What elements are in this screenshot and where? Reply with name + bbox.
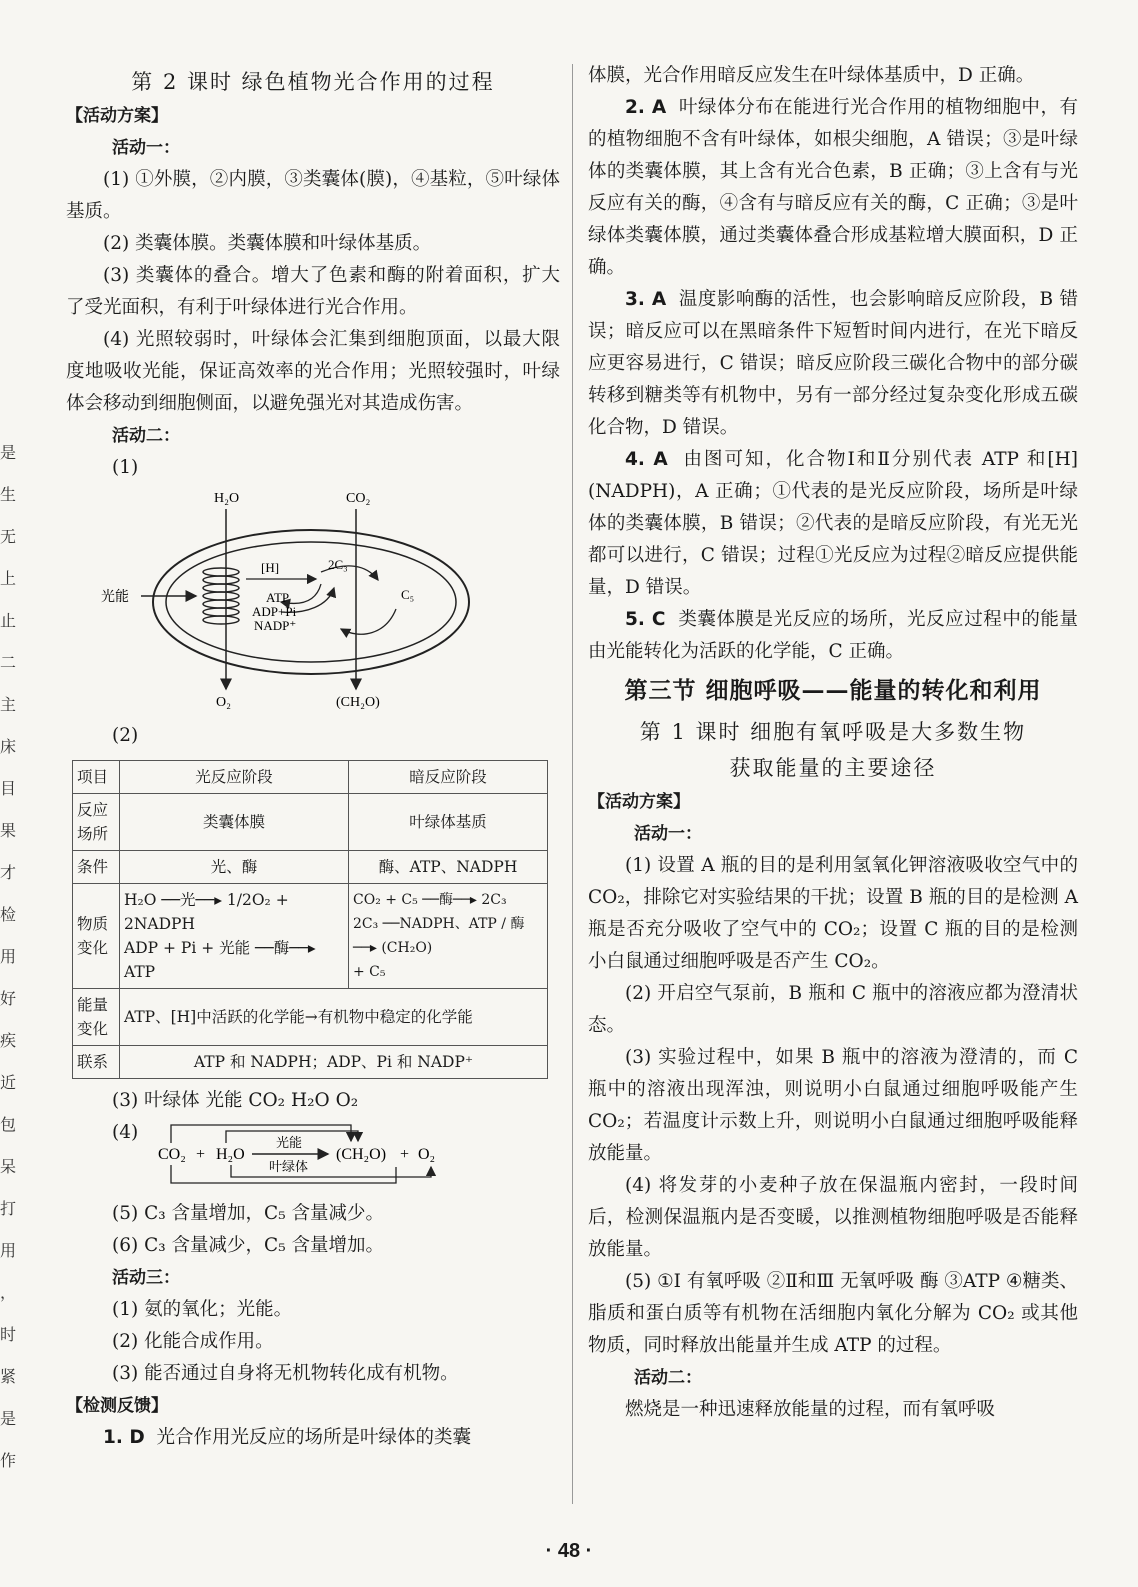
check-header: 【检测反馈】	[66, 1396, 168, 1416]
answer-1-3: (3) 类囊体的叠合。增大了色素和酶的附着面积，扩大了受光面积，有利于叶绿体进行光合作用。	[66, 265, 560, 318]
table-cell: 酶、ATP、NADPH	[349, 851, 548, 884]
check-2-text: 叶绿体分布在能进行光合作用的植物细胞中，有的植物细胞不含有叶绿体，如根尖细胞，A 错误；③是叶绿体的类囊体膜，其上含有光合色素，B 正确；③上含有与光反应有关的酶，④含有与暗反应有关的酶，C 正确；③是叶绿体类囊体膜，通过类囊体叠合形成基粒增大膜面积，D 正确。	[588, 97, 1078, 278]
dark-reaction-eq-2: 2C₃ ──NADPH、ATP / 酶──▸ (CH₂O)	[353, 916, 525, 956]
check-1-answer: 1. D	[103, 1427, 145, 1448]
table-cell	[120, 884, 349, 989]
margin-glyph: 包	[0, 1115, 17, 1134]
eq-plus-1: +	[196, 1146, 206, 1163]
table-cell: 光反应阶段	[120, 761, 349, 794]
margin-glyph: 时	[0, 1325, 17, 1344]
margin-glyph: 好	[0, 989, 17, 1008]
c5-label: C₅	[401, 587, 415, 602]
eq-chloroplast: 叶绿体	[269, 1159, 309, 1174]
margin-glyph: 是	[0, 1409, 17, 1428]
table-row	[73, 761, 548, 794]
activity-2-label: 活动二：	[112, 426, 180, 446]
co2-label: CO₂	[346, 491, 371, 506]
table-row	[73, 1046, 548, 1079]
margin-glyph: ，	[0, 1283, 17, 1302]
margin-glyph: 近	[0, 1073, 17, 1092]
check-1-text: 光合作用光反应的场所是叶绿体的类囊	[156, 1427, 471, 1448]
grana-stack	[203, 568, 239, 624]
margin-glyph: 果	[0, 821, 17, 840]
resp-answer-4: (4) 将发芽的小麦种子放在保温瓶内密封，一段时间后，检测保温瓶内是否变暖，以推测植物细胞呼吸是否能释放能量。	[588, 1175, 1078, 1260]
c5-arrow	[341, 609, 396, 634]
h2o-label: H₂O	[214, 491, 240, 506]
margin-glyph: 打	[0, 1199, 17, 1218]
eq-plus-2: +	[400, 1146, 410, 1163]
table-cell: 叶绿体基质	[349, 794, 548, 851]
answer-1-4: (4) 光照较弱时，叶绿体会汇集到细胞顶面，以最大限度地吸收光能，保证高效率的光合作用；光照较强时，叶绿体会移动到细胞侧面，以避免强光对其造成伤害。	[66, 329, 560, 414]
lesson-title: 第 2 课时 绿色植物光合作用的过程	[131, 70, 495, 94]
answer-2-5: (5) C₃ 含量增加，C₅ 含量减少。	[112, 1203, 384, 1224]
adp-label: ADP+Pi	[252, 604, 297, 619]
answer-1-2: (2) 类囊体膜。类囊体膜和叶绿体基质。	[103, 233, 432, 254]
margin-glyph: 床	[0, 737, 17, 756]
margin-glyph: 疾	[0, 1031, 17, 1050]
lesson-title-line-1: 第 1 课时 细胞有氧呼吸是大多数生物	[639, 720, 1027, 744]
ch2o-label: (CH₂O)	[336, 695, 380, 709]
atp-label: ATP	[266, 590, 290, 605]
activity-1-label: 活动一：	[112, 138, 180, 158]
activity-3-label: 活动三：	[112, 1268, 180, 1288]
table-cell: 类囊体膜	[120, 794, 349, 851]
eq-co2: CO₂	[158, 1146, 186, 1163]
table-cell	[349, 884, 548, 989]
margin-glyph: 用	[0, 947, 17, 966]
check-5-text: 类囊体膜是光反应的场所，光反应过程中的能量由光能转化为活跃的化学能，C 正确。	[588, 609, 1078, 662]
plan-header: 【活动方案】	[66, 106, 168, 126]
check-1	[66, 1422, 560, 1454]
inner-membrane	[166, 542, 456, 662]
comparison-table	[72, 760, 548, 1079]
h-label: [H]	[261, 560, 280, 575]
table-cell: 暗反应阶段	[349, 761, 548, 794]
table-cell: 能量变化	[73, 989, 120, 1046]
check-3	[588, 284, 1078, 444]
table-cell: 条件	[73, 851, 120, 884]
eq-bottom-arrow-2	[231, 1165, 431, 1177]
c3-label: 2C₃	[328, 557, 348, 572]
table-row	[73, 794, 548, 851]
margin-glyph: 无	[0, 527, 17, 546]
resp-answer-5: (5) ①Ⅰ 有氧呼吸 ②Ⅱ和Ⅲ 无氧呼吸 酶 ③ATP ④糖类、脂质和蛋白质等有机物在活细胞内氧化分解为 CO₂ 或其他物质，同时释放出能量并生成 ATP 的过程。	[588, 1271, 1078, 1356]
table-cell: 联系	[73, 1046, 120, 1079]
margin-glyph: 是	[0, 443, 17, 462]
check-2	[588, 92, 1078, 284]
margin-glyph: 紧	[0, 1367, 17, 1386]
check-4-answer: 4. A	[625, 449, 668, 470]
light-reaction-eq-2: ADP + Pi + 光能 ──酶──▸ ATP	[124, 939, 316, 981]
check-4	[588, 444, 1078, 604]
margin-glyph: 目	[0, 779, 17, 798]
eq-ch2o: (CH₂O)	[336, 1146, 387, 1163]
page-number: · 48 ·	[545, 1540, 593, 1562]
answer-3-1: (1) 氨的氧化；光能。	[112, 1299, 293, 1320]
margin-glyph: 主	[0, 695, 17, 714]
table-cell: 光、酶	[120, 851, 349, 884]
lesson-title-line-2: 获取能量的主要途径	[729, 756, 937, 780]
check-3-text: 温度影响酶的活性，也会影响暗反应阶段，B 错误；暗反应可以在黑暗条件下短暂时间内进行，在光下暗反应更容易进行，C 错误；暗反应阶段三碳化合物中的部分碳转移到糖类等有机物中，另有一部分经过复杂变化形成五碳化合物，D 错误。	[588, 289, 1078, 438]
eq-top-arrow-1	[171, 1125, 351, 1143]
column-divider	[572, 64, 573, 1504]
dark-reaction-eq-3: + C₅	[353, 964, 386, 980]
answer-2-4-label: (4)	[112, 1122, 139, 1143]
check-5	[588, 604, 1078, 668]
plan-header-2: 【活动方案】	[588, 792, 690, 812]
margin-glyph: 用	[0, 1241, 17, 1260]
table-cell: ATP、[H]中活跃的化学能→有机物中稳定的化学能	[120, 989, 548, 1046]
answer-2-6: (6) C₃ 含量减少，C₅ 含量增加。	[112, 1235, 384, 1256]
margin-glyph: 上	[0, 569, 17, 588]
margin-glyph: 呆	[0, 1157, 17, 1176]
margin-glyph: 检	[0, 905, 17, 924]
eq-light: 光能	[276, 1135, 303, 1150]
o2-label: O₂	[216, 695, 231, 709]
resp-answer-2: (2) 开启空气泵前，B 瓶和 C 瓶中的溶液应都为澄清状态。	[588, 983, 1078, 1036]
answer-3-2: (2) 化能合成作用。	[112, 1331, 274, 1352]
eq-h2o: H₂O	[216, 1146, 245, 1163]
answer-3-3: (3) 能否通过自身将无机物转化成有机物。	[112, 1363, 459, 1384]
resp-answer-6: 燃烧是一种迅速释放能量的过程，而有氧呼吸	[625, 1399, 996, 1420]
section-title: 第三节 细胞呼吸——能量的转化和利用	[624, 677, 1042, 704]
resp-answer-1: (1) 设置 A 瓶的目的是利用氢氧化钾溶液吸收空气中的 CO₂，排除它对实验结果的干扰；设置 B 瓶的目的是检测 A 瓶是否充分吸收了空气中的 CO₂；设置 C 瓶的目的是检测小白鼠通过细胞呼吸是否产生 CO₂。	[588, 855, 1078, 972]
activity-2-label-2: 活动二：	[634, 1368, 702, 1388]
answer-2-1-label: (1)	[112, 457, 139, 478]
table-cell: ATP 和 NADPH；ADP、Pi 和 NADP⁺	[120, 1046, 548, 1079]
eq-o2: O₂	[418, 1146, 436, 1163]
photosynthesis-equation	[66, 1119, 560, 1187]
table-row	[73, 851, 548, 884]
margin-glyph: 作	[0, 1451, 17, 1470]
answer-1-1: (1) ①外膜，②内膜，③类囊体(膜)，④基粒，⑤叶绿体基质。	[66, 169, 560, 222]
nadp-label: NADP⁺	[254, 618, 297, 633]
activity-1-label-2: 活动一：	[634, 824, 702, 844]
margin-glyph: 止	[0, 611, 17, 630]
table-row	[73, 884, 548, 989]
margin-glyph: 二	[0, 653, 17, 672]
check-2-answer: 2. A	[625, 97, 667, 118]
outer-membrane	[153, 530, 469, 674]
margin-glyph: 生	[0, 485, 17, 504]
dark-reaction-eq-1: CO₂ + C₅ ──酶──▸ 2C₃	[353, 892, 507, 908]
light-reaction-eq-1: H₂O ──光──▸ 1/2O₂ + 2NADPH	[124, 891, 289, 933]
left-column	[66, 60, 560, 1454]
check-3-answer: 3. A	[625, 289, 667, 310]
answer-2-2-label: (2)	[112, 725, 139, 746]
table-cell: 反应场所	[73, 794, 120, 851]
resp-answer-3: (3) 实验过程中，如果 B 瓶中的溶液为澄清的，而 C 瓶中的溶液出现浑浊，则说明小白鼠通过细胞呼吸能产生 CO₂；若温度计示数上升，则说明小白鼠通过细胞呼吸能释放能量。	[588, 1047, 1078, 1164]
table-cell: 项目	[73, 761, 120, 794]
table-row	[73, 989, 548, 1046]
light-label: 光能	[101, 590, 129, 605]
check-4-text: 由图可知，化合物Ⅰ和Ⅱ分别代表 ATP 和[H](NADPH)，A 正确；①代表的是光反应阶段，场所是叶绿体的类囊体膜，B 错误；②代表的是暗反应阶段，有光无光都可以进行，C 错误；过程①光反应为过程②暗反应提供能量，D 错误。	[588, 449, 1078, 598]
right-column	[588, 60, 1078, 1426]
check-5-answer: 5. C	[625, 609, 666, 630]
chloroplast-diagram	[66, 484, 560, 709]
answer-2-3: (3) 叶绿体 光能 CO₂ H₂O O₂	[112, 1090, 359, 1111]
margin-glyph: 才	[0, 863, 17, 882]
check-1-continued: 体膜，光合作用暗反应发生在叶绿体基质中，D 正确。	[588, 65, 1035, 86]
table-cell: 物质变化	[73, 884, 120, 989]
